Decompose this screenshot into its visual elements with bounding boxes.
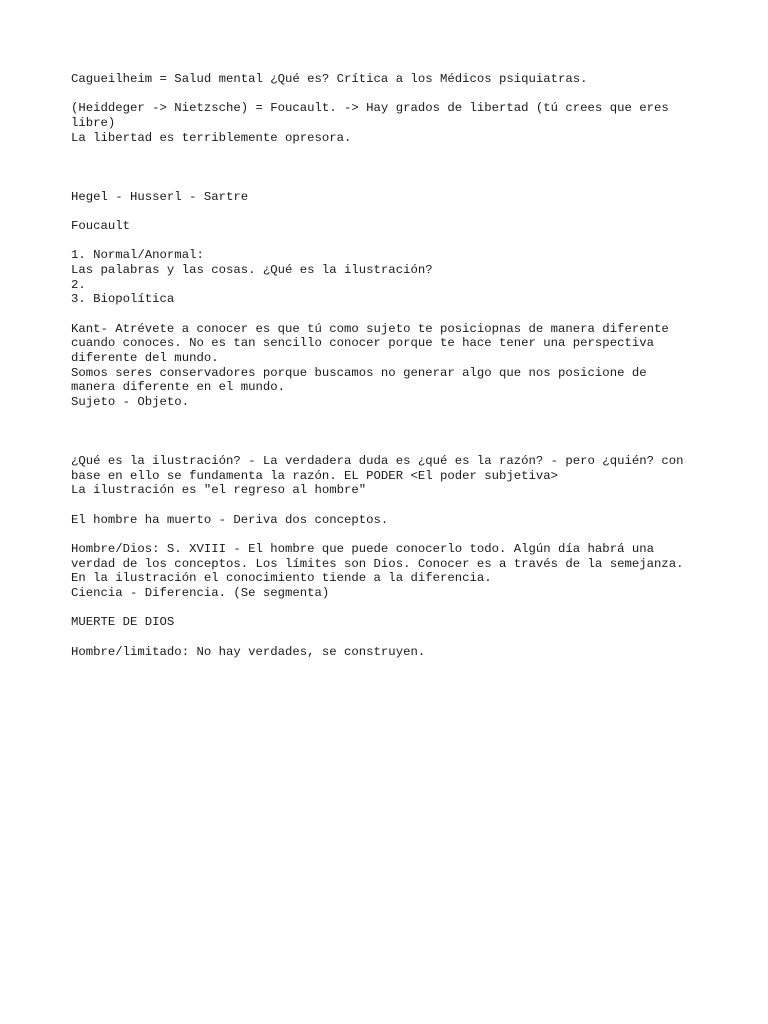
text-line: verdad de los conceptos. Los límites son Dios. Conocer es a través de la semejanza. bbox=[71, 556, 684, 571]
text-line: Somos seres conservadores porque buscamos no generar algo que nos posicione de bbox=[71, 365, 647, 380]
text-line bbox=[71, 410, 711, 425]
text-line bbox=[71, 160, 711, 175]
text-line: MUERTE DE DIOS bbox=[71, 615, 175, 630]
text-line: cuando conoces. No es tan sencillo conocer porque te hace tener una perspectiva bbox=[71, 336, 654, 351]
document-text bbox=[71, 72, 711, 660]
text-line bbox=[71, 175, 711, 190]
text-line bbox=[71, 601, 711, 616]
text-line: 3. Biopolítica bbox=[71, 292, 175, 307]
text-line: 1. Normal/Anormal: bbox=[71, 248, 204, 263]
text-line: manera diferente en el mundo. bbox=[71, 380, 286, 395]
text-line bbox=[71, 87, 711, 102]
text-line bbox=[71, 425, 711, 440]
text-line bbox=[71, 439, 711, 454]
text-line: ¿Qué es la ilustración? - La verdadera duda es ¿qué es la razón? - pero ¿quién? con bbox=[71, 453, 684, 468]
text-line: Ciencia - Diferencia. (Se segmenta) bbox=[71, 586, 330, 601]
text-line: libre) bbox=[71, 116, 116, 131]
text-line: Las palabras y las cosas. ¿Qué es la ilustración? bbox=[71, 262, 433, 277]
text-line: Hombre/limitado: No hay verdades, se construyen. bbox=[71, 644, 426, 659]
text-line: La ilustración es "el regreso al hombre" bbox=[71, 483, 367, 498]
text-line bbox=[71, 498, 711, 513]
text-line bbox=[71, 234, 711, 249]
text-line: base en ello se fundamenta la razón. EL PODER <El poder subjetiva> bbox=[71, 468, 559, 483]
text-line: (Heiddeger -> Nietzsche) = Foucault. -> Hay grados de libertad (tú crees que eres bbox=[71, 101, 669, 116]
text-line: Kant- Atrévete a conocer es que tú como sujeto te posiciopnas de manera diferente bbox=[71, 321, 669, 336]
text-line bbox=[71, 527, 711, 542]
text-line: Hegel - Husserl - Sartre bbox=[71, 189, 249, 204]
text-line: Foucault bbox=[71, 218, 131, 233]
text-line: 2. bbox=[71, 277, 86, 292]
text-line bbox=[71, 145, 711, 160]
text-line bbox=[71, 204, 711, 219]
text-line bbox=[71, 630, 711, 645]
text-line: Sujeto - Objeto. bbox=[71, 395, 190, 410]
text-line: El hombre ha muerto - Deriva dos conceptos. bbox=[71, 512, 389, 527]
text-line: La libertad es terriblemente opresora. bbox=[71, 130, 352, 145]
text-line: En la ilustración el conocimiento tiende a la diferencia. bbox=[71, 571, 492, 586]
text-line: Hombre/Dios: S. XVIII - El hombre que puede conocerlo todo. Algún día habrá una bbox=[71, 542, 654, 556]
text-line: Cagueilheim = Salud mental ¿Qué es? Crítica a los Médicos psiquiatras. bbox=[71, 72, 588, 86]
text-line bbox=[71, 307, 711, 322]
text-line: diferente del mundo. bbox=[71, 351, 219, 366]
